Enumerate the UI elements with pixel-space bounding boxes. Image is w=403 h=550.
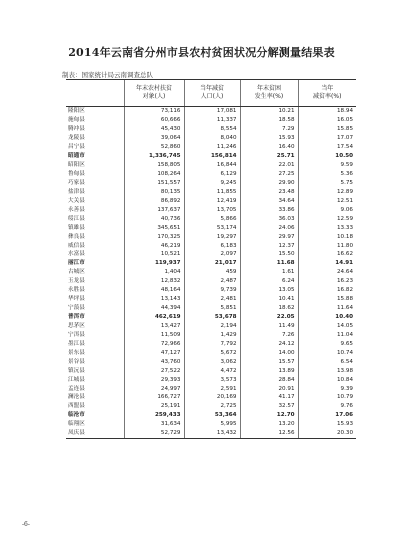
value-cell: 3,573 (184, 375, 240, 384)
value-cell: 60,666 (124, 116, 184, 125)
table-row (66, 107, 356, 116)
value-cell: 462,619 (124, 313, 184, 322)
value-cell: 28.84 (240, 375, 298, 384)
table-row (66, 259, 356, 268)
table-row (66, 241, 356, 250)
value-cell: 8,040 (184, 134, 240, 143)
region-name-cell: 宁洱县 (68, 331, 85, 338)
value-cell: 10.40 (298, 313, 356, 322)
value-cell: 11,337 (184, 116, 240, 125)
value-cell: 10.50 (298, 152, 356, 161)
value-cell: 2,725 (184, 402, 240, 411)
value-cell: 12.89 (298, 187, 356, 196)
value-cell: 5.75 (298, 179, 356, 188)
value-cell: 47,127 (124, 348, 184, 357)
value-cell: 43,760 (124, 357, 184, 366)
value-cell: 24.12 (240, 339, 298, 348)
value-cell: 459 (184, 268, 240, 277)
region-name-cell: 古城区 (68, 269, 85, 276)
region-name-cell: 昭阳区 (68, 162, 85, 169)
value-cell: 27.25 (240, 170, 298, 179)
value-cell: 5,995 (184, 420, 240, 429)
table-row (66, 143, 356, 152)
value-cell: 7.26 (240, 330, 298, 339)
value-cell: 20,169 (184, 393, 240, 402)
region-name-cell: 施甸县 (68, 117, 85, 124)
value-cell: 10.79 (298, 393, 356, 402)
region-name-cell: 隆阳区 (68, 108, 85, 115)
table-row (66, 286, 356, 295)
table-row (66, 411, 356, 420)
value-cell: 11.49 (240, 322, 298, 331)
table-row (66, 179, 356, 188)
region-name-cell: 景东县 (68, 349, 85, 356)
value-cell: 24.64 (298, 268, 356, 277)
value-cell: 2,097 (184, 250, 240, 259)
value-cell: 14.91 (298, 259, 356, 268)
table-row (66, 357, 356, 366)
value-cell: 5,672 (184, 348, 240, 357)
region-name-cell: 华坪县 (68, 296, 85, 303)
value-cell: 29,393 (124, 375, 184, 384)
value-cell: 7.29 (240, 125, 298, 134)
region-name-cell: 镇雄县 (68, 224, 85, 231)
region-name-cell: 丽江市 (68, 260, 85, 267)
table-row (66, 304, 356, 313)
value-cell: 40,736 (124, 214, 184, 223)
value-cell: 13.20 (240, 420, 298, 429)
table-source-note: 制表：国家统计局云南调查总队 (62, 71, 153, 79)
region-name-cell: 绥江县 (68, 215, 85, 222)
value-cell: 80,135 (124, 187, 184, 196)
value-cell: 52,860 (124, 143, 184, 152)
value-cell: 5.36 (298, 170, 356, 179)
value-cell: 29.90 (240, 179, 298, 188)
region-name-cell: 普洱市 (68, 314, 85, 321)
table-row (66, 393, 356, 402)
value-cell: 13.98 (298, 366, 356, 375)
value-cell: 5,866 (184, 214, 240, 223)
value-cell: 41.17 (240, 393, 298, 402)
value-cell: 4,472 (184, 366, 240, 375)
region-name-cell: 凤庆县 (66, 429, 124, 438)
value-cell: 17,081 (184, 107, 240, 116)
table-row (66, 339, 356, 348)
value-cell: 17.06 (298, 411, 356, 420)
value-cell: 15.50 (240, 250, 298, 259)
value-cell: 25,191 (124, 402, 184, 411)
table-row (66, 313, 356, 322)
table-row (66, 429, 356, 438)
value-cell: 259,433 (124, 411, 184, 420)
value-cell: 16,844 (184, 161, 240, 170)
region-name-cell: 威信县 (68, 242, 85, 249)
value-cell: 45,430 (124, 125, 184, 134)
table-row (66, 250, 356, 259)
value-cell: 11,855 (184, 187, 240, 196)
value-cell: 44,394 (124, 304, 184, 313)
region-name-cell: 西盟县 (68, 403, 85, 410)
value-cell: 9.39 (298, 384, 356, 393)
region-name-cell: 昭通市 (68, 153, 85, 160)
value-cell: 18.58 (240, 116, 298, 125)
value-cell: 48,164 (124, 286, 184, 295)
region-name-cell: 昌宁县 (68, 144, 85, 151)
value-cell: 46,219 (124, 241, 184, 250)
table-row (66, 402, 356, 411)
page-number: -6- (22, 521, 30, 528)
value-cell: 1,404 (124, 268, 184, 277)
table-row (66, 295, 356, 304)
value-cell: 33.86 (240, 205, 298, 214)
region-name-cell: 宁蒗县 (68, 305, 85, 312)
value-cell: 345,651 (124, 223, 184, 232)
table-row (66, 161, 356, 170)
header-poor-population (124, 80, 184, 107)
region-name-cell: 思茅区 (68, 322, 85, 329)
region-name-cell: 景谷县 (68, 358, 85, 365)
value-cell: 2,481 (184, 295, 240, 304)
value-cell: 24.06 (240, 223, 298, 232)
value-cell: 20.91 (240, 384, 298, 393)
header-region (66, 80, 124, 107)
header-poverty-incidence-label: 年末贫困 发生率(%) (254, 85, 284, 100)
value-cell: 29.97 (240, 232, 298, 241)
region-name-cell: 孟连县 (68, 385, 85, 392)
table-row (66, 277, 356, 286)
value-cell: 10.18 (298, 232, 356, 241)
value-cell: 119,937 (124, 259, 184, 268)
value-cell: 16.23 (298, 277, 356, 286)
value-cell: 108,264 (124, 170, 184, 179)
region-name-cell: 镇沅县 (68, 367, 85, 374)
value-cell: 9.06 (298, 205, 356, 214)
value-cell: 1,429 (184, 330, 240, 339)
value-cell: 20.30 (298, 429, 356, 438)
value-cell: 21,017 (184, 259, 240, 268)
region-name-cell: 彝良县 (68, 233, 85, 240)
table-row (66, 322, 356, 331)
value-cell: 11,509 (124, 330, 184, 339)
value-cell: 1.61 (240, 268, 298, 277)
value-cell: 23.48 (240, 187, 298, 196)
page-title: 2014年云南省分州市县农村贫困状况分解测量结果表 (68, 46, 335, 59)
value-cell: 10.74 (298, 348, 356, 357)
value-cell: 18.94 (298, 107, 356, 116)
value-cell: 17.07 (298, 134, 356, 143)
value-cell: 19,297 (184, 232, 240, 241)
value-cell: 14.05 (298, 322, 356, 331)
value-cell: 16.05 (298, 116, 356, 125)
header-reduction-rate (298, 80, 356, 107)
header-poverty-reduction (184, 80, 240, 107)
header-poverty-reduction-label: 当年减贫 人口(人) (199, 85, 224, 100)
value-cell: 12,832 (124, 277, 184, 286)
value-cell: 156,814 (184, 152, 240, 161)
value-cell: 52,729 (124, 429, 184, 438)
value-cell: 151,557 (124, 179, 184, 188)
header-reduction-rate-label: 当年 减贫率(%) (313, 85, 342, 100)
value-cell: 11,246 (184, 143, 240, 152)
value-cell: 10.84 (298, 375, 356, 384)
value-cell: 25.71 (240, 152, 298, 161)
table-row (66, 366, 356, 375)
value-cell: 13.89 (240, 366, 298, 375)
value-cell: 72,966 (124, 339, 184, 348)
header-poor-population-label: 年末农村扶贫 对象(人) (135, 85, 172, 100)
value-cell: 12.70 (240, 411, 298, 420)
value-cell: 3,062 (184, 357, 240, 366)
region-name-cell: 墨江县 (68, 340, 85, 347)
value-cell: 9.76 (298, 402, 356, 411)
value-cell: 11.80 (298, 241, 356, 250)
value-cell: 16.82 (298, 286, 356, 295)
value-cell: 9.65 (298, 339, 356, 348)
value-cell: 53,678 (184, 313, 240, 322)
value-cell: 12,419 (184, 196, 240, 205)
value-cell: 14.00 (240, 348, 298, 357)
table-row (66, 134, 356, 143)
value-cell: 16.40 (240, 143, 298, 152)
table-row (66, 205, 356, 214)
header-poverty-incidence (240, 80, 298, 107)
table-row (66, 348, 356, 357)
region-name-cell: 鲁甸县 (68, 171, 85, 178)
value-cell: 86,892 (124, 196, 184, 205)
value-cell: 9.59 (298, 161, 356, 170)
value-cell: 12.51 (298, 196, 356, 205)
table-row (66, 420, 356, 429)
region-name-cell: 澜沧县 (68, 394, 85, 401)
value-cell: 22.05 (240, 313, 298, 322)
value-cell: 13,427 (124, 322, 184, 331)
table-row (66, 330, 356, 339)
value-cell: 15.93 (240, 134, 298, 143)
value-cell: 36.03 (240, 214, 298, 223)
value-cell: 10,521 (124, 250, 184, 259)
value-cell: 17.54 (298, 143, 356, 152)
value-cell: 10.21 (240, 107, 298, 116)
value-cell: 53,174 (184, 223, 240, 232)
region-name-cell: 永胜县 (68, 287, 85, 294)
region-name-cell: 临沧市 (68, 412, 85, 419)
value-cell: 12.59 (298, 214, 356, 223)
value-cell: 8,554 (184, 125, 240, 134)
value-cell: 10.41 (240, 295, 298, 304)
value-cell: 137,637 (124, 205, 184, 214)
value-cell: 6.54 (298, 357, 356, 366)
value-cell: 13.33 (298, 223, 356, 232)
table-row (66, 268, 356, 277)
poverty-table (66, 79, 356, 439)
value-cell: 73,116 (124, 107, 184, 116)
value-cell: 15.85 (298, 125, 356, 134)
region-name-cell: 腾冲县 (68, 126, 85, 133)
table-row (66, 375, 356, 384)
region-name-cell: 江城县 (68, 376, 85, 383)
value-cell: 16.62 (298, 250, 356, 259)
region-name-cell: 盐津县 (68, 188, 85, 195)
value-cell: 1,336,745 (124, 152, 184, 161)
region-name-cell: 临翔区 (68, 421, 85, 428)
table-row (66, 223, 356, 232)
table-row (66, 116, 356, 125)
value-cell: 166,727 (124, 393, 184, 402)
region-name-cell: 大关县 (68, 197, 85, 204)
region-name-cell: 永善县 (68, 206, 85, 213)
value-cell: 11.68 (240, 259, 298, 268)
value-cell: 13,143 (124, 295, 184, 304)
table-row (66, 170, 356, 179)
table-row (66, 152, 356, 161)
value-cell: 2,487 (184, 277, 240, 286)
value-cell: 12.37 (240, 241, 298, 250)
value-cell: 24,997 (124, 384, 184, 393)
value-cell: 13.05 (240, 286, 298, 295)
value-cell: 15.88 (298, 295, 356, 304)
value-cell: 18.62 (240, 304, 298, 313)
table-header-row (66, 80, 356, 107)
value-cell: 6.24 (240, 277, 298, 286)
value-cell: 2,194 (184, 322, 240, 331)
value-cell: 13,705 (184, 205, 240, 214)
table-row (66, 125, 356, 134)
table-row (66, 232, 356, 241)
value-cell: 2,591 (184, 384, 240, 393)
region-name-cell: 龙陵县 (68, 135, 85, 142)
table-row (66, 196, 356, 205)
value-cell: 11.64 (298, 304, 356, 313)
value-cell: 31,634 (124, 420, 184, 429)
value-cell: 15.57 (240, 357, 298, 366)
value-cell: 6,183 (184, 241, 240, 250)
value-cell: 170,325 (124, 232, 184, 241)
value-cell: 11.04 (298, 330, 356, 339)
value-cell: 22.01 (240, 161, 298, 170)
value-cell: 39,064 (124, 134, 184, 143)
value-cell: 32.57 (240, 402, 298, 411)
value-cell: 13,432 (184, 429, 240, 438)
value-cell: 9,245 (184, 179, 240, 188)
value-cell: 34.64 (240, 196, 298, 205)
value-cell: 158,805 (124, 161, 184, 170)
value-cell: 7,792 (184, 339, 240, 348)
table-row (66, 187, 356, 196)
table-body (66, 107, 356, 439)
value-cell: 53,364 (184, 411, 240, 420)
region-name-cell: 巧家县 (68, 179, 85, 186)
value-cell: 6,129 (184, 170, 240, 179)
value-cell: 12.56 (240, 429, 298, 438)
value-cell: 27,522 (124, 366, 184, 375)
table-row (66, 384, 356, 393)
value-cell: 15.93 (298, 420, 356, 429)
region-name-cell: 玉龙县 (68, 278, 85, 285)
value-cell: 9,739 (184, 286, 240, 295)
value-cell: 5,851 (184, 304, 240, 313)
table-row (66, 214, 356, 223)
region-name-cell: 水富县 (68, 251, 85, 258)
